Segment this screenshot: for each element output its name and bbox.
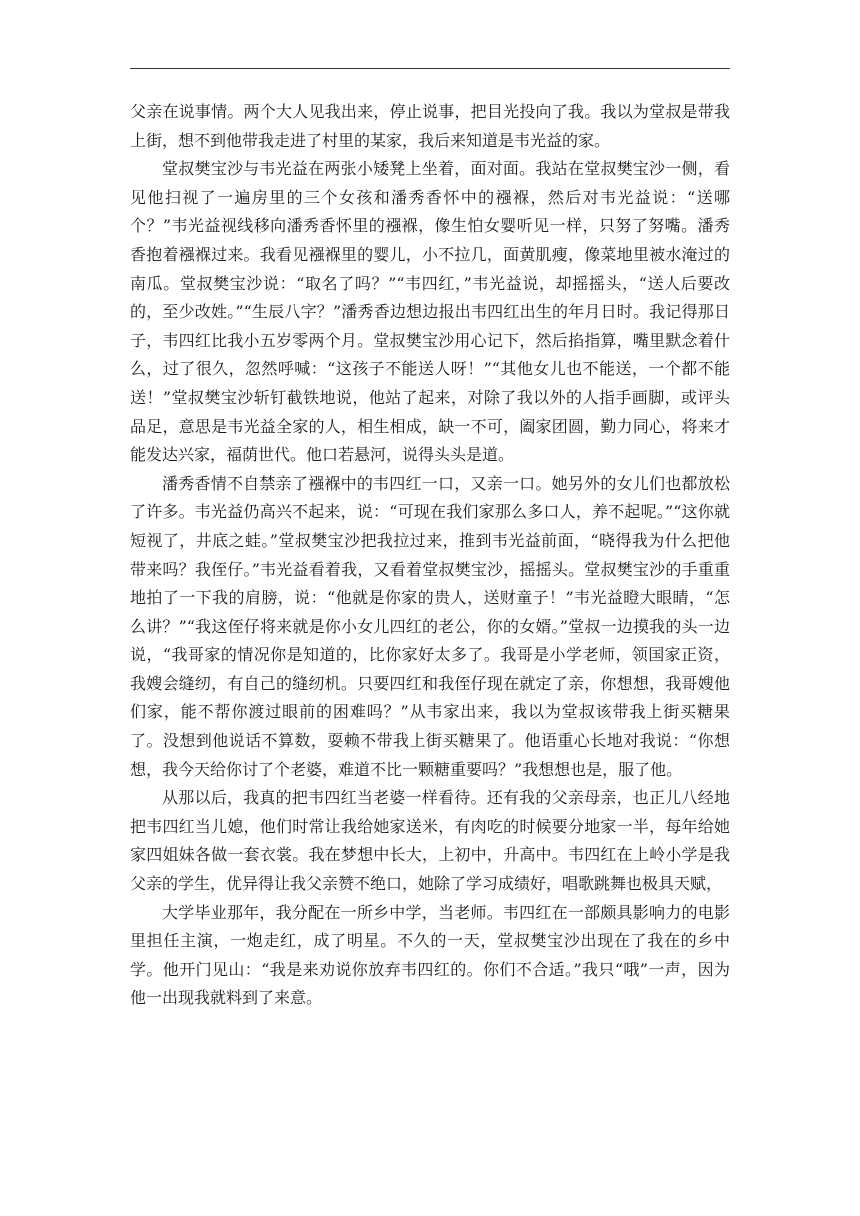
paragraph: 父亲在说事情。两个大人见我出来，停止说事，把目光投向了我。我以为堂叔是带我上街，想不到他带我走进了村里的某家，我后来知道是韦光益的家。 [130, 102, 730, 150]
body-text [130, 98, 730, 1013]
paragraph: 潘秀香情不自禁亲了襁褓中的韦四红一口，又亲一口。她另外的女儿们也都放松了许多。韦光益仍高兴不起来，说：“可现在我们家那么多口人，养不起呢。”“这你就短视了，井底之蛙。”堂叔樊宝沙把我拉过来，推到韦光益前面，“晓得我为什么把他带来吗？我侄仔。”韦光益看着我，又看着堂叔樊宝沙，摇摇头。堂叔樊宝沙的手重重地拍了一下我的肩膀，说：“他就是你家的贵人，送财童子！”韦光益瞪大眼睛，“怎么讲？”“我这侄仔将来就是你小女儿四红的老公，你的女婿。”堂叔一边摸我的头一边说，“我哥家的情况你是知道的，比你家好太多了。我哥是小学老师，领国家正资，我嫂会缝纫，有自己的缝纫机。只要四红和我侄仔现在就定了亲，你想想，我哥嫂他们家，能不帮你渡过眼前的困难吗？”从韦家出来，我以为堂叔该带我上街买糖果了。没想到他说话不算数，耍赖不带我上街买糖果了。他语重心长地对我说：“你想想，我今天给你讨了个老婆，难道不比一颗糖重要吗？”我想想也是，服了他。 [130, 473, 730, 779]
paragraph: 大学毕业那年，我分配在一所乡中学，当老师。韦四红在一部颇具影响力的电影里担任主演，一炮走红，成了明星。不久的一天，堂叔樊宝沙出现在了我在的乡中学。他开门见山：“我是来劝说你放弃韦四红的。你们不合适。”我只“哦”一声，因为他一出现我就料到了来意。 [130, 902, 730, 1008]
paragraph: 从那以后，我真的把韦四红当老婆一样看待。还有我的父亲母亲，也正儿八经地把韦四红当儿媳，他们时常让我给她家送米，有肉吃的时候要分地家一半，每年给她家四姐妹各做一套衣裳。我在梦想中长大，上初中，升高中。韦四红在上岭小学是我父亲的学生，优异得让我父亲赞不绝口，她除了学习成绩好，唱歌跳舞也极具天赋， [130, 788, 730, 894]
paragraph: 堂叔樊宝沙与韦光益在两张小矮凳上坐着，面对面。我站在堂叔樊宝沙一侧，看见他扫视了一遍房里的三个女孩和潘秀香怀中的襁褓，然后对韦光益说：“送哪个？”韦光益视线移向潘秀香怀里的襁褓，像生怕女婴听见一样，只努了努嘴。潘秀香抱着襁褓过来。我看见襁褓里的婴儿，小不拉几，面黄肌瘦，像菜地里被水淹过的南瓜。堂叔樊宝沙说：“取名了吗？”“韦四红，”韦光益说，却摇摇头，“送人后要改的，至少改姓。”“生辰八字？”潘秀香边想边报出韦四红出生的年月日时。我记得那日子，韦四红比我小五岁零两个月。堂叔樊宝沙用心记下，然后掐指算，嘴里默念着什么，过了很久，忽然呼喊：“这孩子不能送人呀！”“其他女儿也不能送，一个都不能送！”堂叔樊宝沙斩钉截铁地说，他站了起来，对除了我以外的人指手画脚，或评头品足，意思是韦光益全家的人，相生相成，缺一不可，阖家团圆，勤力同心，将来才能发达兴家，福荫世代。他口若悬河，说得头头是道。 [130, 159, 730, 465]
header-rule [130, 68, 730, 69]
